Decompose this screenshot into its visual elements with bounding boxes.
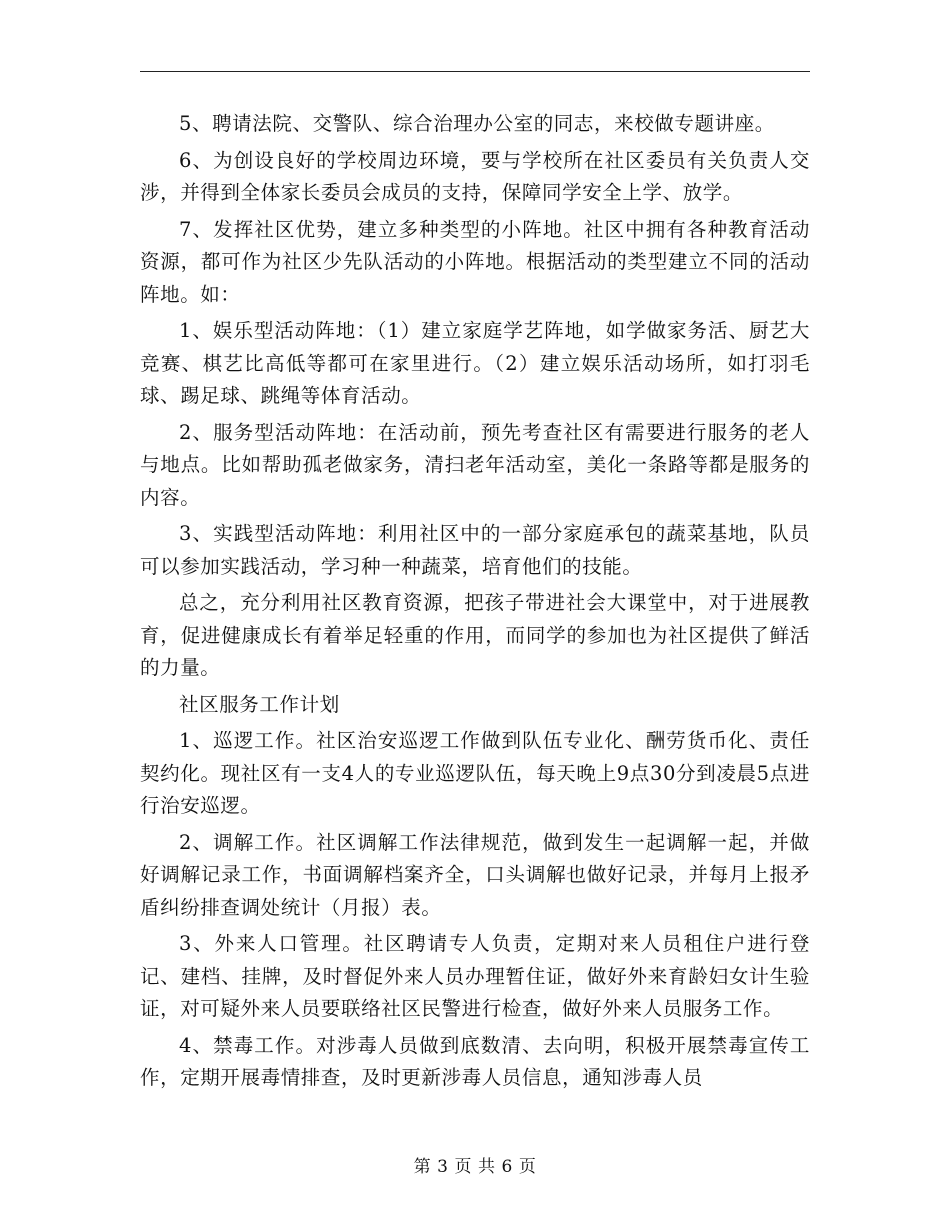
- section-heading: 社区服务工作计划: [179, 692, 340, 716]
- paragraph-patrol-work: 1、巡逻工作。社区治安巡逻工作做到队伍专业化、酬劳货币化、责任契约化。现社区有一支4人的专业巡逻队伍，每天晚上9点30分到凌晨5点进行治安巡逻。: [140, 729, 810, 817]
- paragraph-entertainment-base: 1、娱乐型活动阵地：（1）建立家庭学艺阵地，如学做家务活、厨艺大竞赛、棋艺比高低等都可在家里进行。（2）建立娱乐活动场所，如打羽毛球、踢足球、跳绳等体育活动。: [140, 319, 810, 407]
- paragraph-drug-control: 4、禁毒工作。对涉毒人员做到底数清、去向明，积极开展禁毒宣传工作，定期开展毒情排查，及时更新涉毒人员信息，通知涉毒人员: [140, 1033, 810, 1089]
- paragraph-item-7: 7、发挥社区优势，建立多种类型的小阵地。社区中拥有各种教育活动资源，都可作为社区少先队活动的小阵地。根据活动的类型建立不同的活动阵地。如：: [140, 217, 810, 306]
- paragraph-item-6: 6、为创设良好的学校周边环境，要与学校所在社区委员有关负责人交涉，并得到全体家长委员会成员的支持，保障同学安全上学、放学。: [140, 148, 810, 204]
- footer-page-label: 页: [454, 1157, 472, 1177]
- footer-suffix: 页: [518, 1157, 537, 1177]
- footer-current-page: 3: [437, 1157, 449, 1177]
- paragraph-service-base: 2、服务型活动阵地：在活动前，预先考查社区有需要进行服务的老人与地点。比如帮助孤老做家务，清扫老年活动室，美化一条路等都是服务的内容。: [140, 420, 810, 509]
- footer-total-pages: 6: [501, 1157, 513, 1177]
- page-footer: [0, 1152, 950, 1177]
- paragraph-mediation-work: 2、调解工作。社区调解工作法律规范，做到发生一起调解一起，并做好调解记录工作，书面调解档案齐全，口头调解也做好记录，并每月上报矛盾纠纷排查调处统计（月报）表。: [140, 830, 810, 919]
- footer-prefix: 第: [413, 1157, 432, 1177]
- paragraph-summary: 总之，充分利用社区教育资源，把孩子带进社会大课堂中，对于进展教育，促进健康成长有着举足轻重的作用，而同学的参加也为社区提供了鲜活的力量。: [140, 591, 810, 679]
- document-body: [140, 108, 810, 1099]
- paragraph-item-5: 5、聘请法院、交警队、综合治理办公室的同志，来校做专题讲座。: [179, 112, 775, 135]
- paragraph-migrant-management: 3、外来人口管理。社区聘请专人负责，定期对来人员租住户进行登记、建档、挂牌，及时督促外来人员办理暂住证，做好外来育龄妇女计生验证，对可疑外来人员要联络社区民警进行检查，做好外来人员服务工作。: [140, 932, 810, 1020]
- header-rule: [140, 71, 810, 72]
- paragraph-practice-base: 3、实践型活动阵地：利用社区中的一部分家庭承包的蔬菜基地，队员可以参加实践活动，学习种一种蔬菜，培育他们的技能。: [140, 522, 810, 578]
- footer-total-prefix: 共: [478, 1157, 496, 1177]
